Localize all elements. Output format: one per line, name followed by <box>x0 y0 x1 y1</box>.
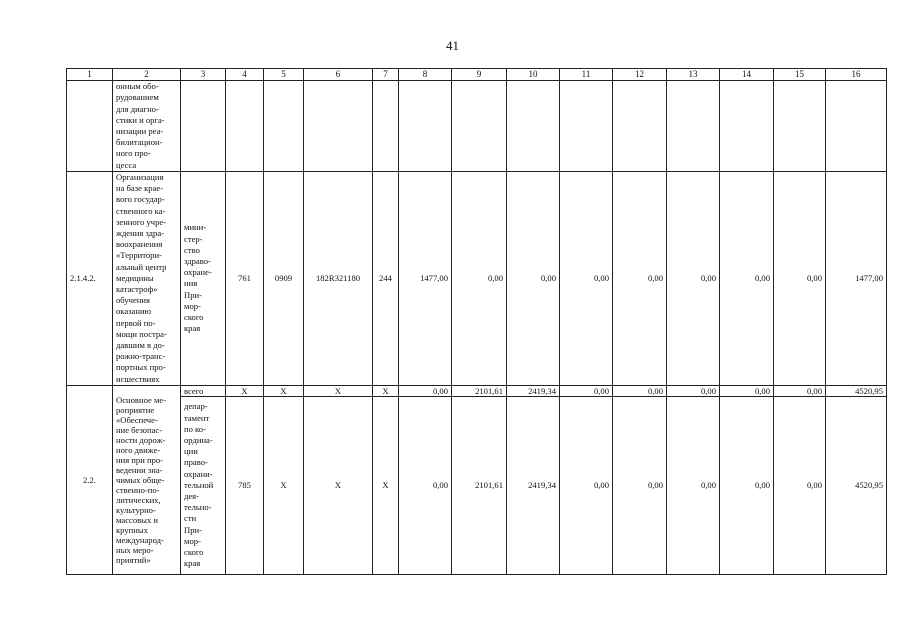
col-header: 6 <box>304 69 373 81</box>
cell-section-code: 0909 <box>264 172 304 386</box>
cell-value: 0,00 <box>399 396 452 574</box>
cell-empty <box>399 81 452 172</box>
col-header: 15 <box>774 69 826 81</box>
cell-empty <box>226 81 264 172</box>
cell-total: 1477,00 <box>826 172 887 386</box>
cell-empty <box>373 81 399 172</box>
cell-expense-type: 244 <box>373 172 399 386</box>
col-header: 5 <box>264 69 304 81</box>
cell-value: 0,00 <box>720 385 774 396</box>
col-header: 13 <box>667 69 720 81</box>
cell-empty <box>452 81 507 172</box>
cell-value: 0,00 <box>667 396 720 574</box>
cell-ministry-code: 785 <box>226 396 264 574</box>
col-header: 8 <box>399 69 452 81</box>
cell-value: 1477,00 <box>399 172 452 386</box>
cell-responsible: всего <box>181 385 226 396</box>
col-header: 1 <box>67 69 113 81</box>
cell-responsible: депар- тамент по ко- ордина- ции право- охрани- тельной дея- тельно- сти При- мор- ского края <box>181 396 226 574</box>
table-row-2-2-department <box>67 396 887 574</box>
col-header: 10 <box>507 69 560 81</box>
cell-empty <box>264 81 304 172</box>
cell-expense-type: X <box>373 385 399 396</box>
cell-empty <box>304 81 373 172</box>
cell-value: 0,00 <box>560 385 613 396</box>
col-header: 2 <box>113 69 181 81</box>
cell-value: 2419,34 <box>507 385 560 396</box>
cell-responsible <box>181 81 226 172</box>
col-header: 7 <box>373 69 399 81</box>
cell-value: 0,00 <box>560 172 613 386</box>
cell-target-code: X <box>304 396 373 574</box>
cell-value: 0,00 <box>613 172 667 386</box>
col-header: 12 <box>613 69 667 81</box>
budget-table <box>66 68 887 575</box>
cell-empty <box>667 81 720 172</box>
cell-value: 0,00 <box>720 396 774 574</box>
cell-value: 2419,34 <box>507 396 560 574</box>
cell-section-code: X <box>264 396 304 574</box>
cell-responsible: мини- стер- ство здраво- охране- ния При- мор- ского края <box>181 172 226 386</box>
table-row-2-2-total <box>67 385 887 396</box>
col-header: 9 <box>452 69 507 81</box>
cell-value: 0,00 <box>774 396 826 574</box>
col-header: 4 <box>226 69 264 81</box>
cell-description: онным обо- рудованием для диагно- стики и орга- низации реа- билитацион- ного про- цесса <box>113 81 181 172</box>
cell-value: 0,00 <box>613 396 667 574</box>
cell-value: 0,00 <box>452 172 507 386</box>
cell-empty <box>774 81 826 172</box>
cell-ministry-code: 761 <box>226 172 264 386</box>
cell-value: 0,00 <box>507 172 560 386</box>
cell-number: 2.1.4.2. <box>67 172 113 386</box>
table-row-2-1-4-2 <box>67 172 887 386</box>
cell-total: 4520,95 <box>826 396 887 574</box>
col-header: 16 <box>826 69 887 81</box>
cell-ministry-code: X <box>226 385 264 396</box>
table-row-continuation <box>67 81 887 172</box>
cell-number: 2.2. <box>67 385 113 574</box>
cell-value: 0,00 <box>667 172 720 386</box>
cell-target-code: X <box>304 385 373 396</box>
cell-target-code: 182R321180 <box>304 172 373 386</box>
cell-value: 0,00 <box>613 385 667 396</box>
cell-description: Основное ме- роприятие «Обеспече- ние безопас- ности дорож- ного движе- ния при про- ведении зна- чимых обще- ственно-по- литических, культурно- массовых и крупных международ- ных меро- приятий» <box>113 385 181 574</box>
cell-empty <box>560 81 613 172</box>
cell-value: 0,00 <box>667 385 720 396</box>
cell-value: 0,00 <box>774 172 826 386</box>
cell-value: 0,00 <box>560 396 613 574</box>
cell-description: Организация на базе крае- вого государ- ственного ка- зенного учре- ждения здра- воохранения «Территори- альный центр медицины катастроф» обучения оказанию первой по- мощи постра- давшим в до- рожно-транс- портных про- исшествиях <box>113 172 181 386</box>
cell-value: 2101,61 <box>452 396 507 574</box>
cell-value: 0,00 <box>399 385 452 396</box>
cell-value: 2101,61 <box>452 385 507 396</box>
cell-empty <box>720 81 774 172</box>
col-header: 3 <box>181 69 226 81</box>
cell-empty <box>826 81 887 172</box>
cell-section-code: X <box>264 385 304 396</box>
cell-value: 0,00 <box>720 172 774 386</box>
page-number: 41 <box>446 38 459 53</box>
col-header: 14 <box>720 69 774 81</box>
cell-value: 0,00 <box>774 385 826 396</box>
cell-expense-type: X <box>373 396 399 574</box>
cell-empty <box>507 81 560 172</box>
column-number-row <box>67 69 887 81</box>
cell-number <box>67 81 113 172</box>
cell-total: 4520,95 <box>826 385 887 396</box>
cell-empty <box>613 81 667 172</box>
col-header: 11 <box>560 69 613 81</box>
